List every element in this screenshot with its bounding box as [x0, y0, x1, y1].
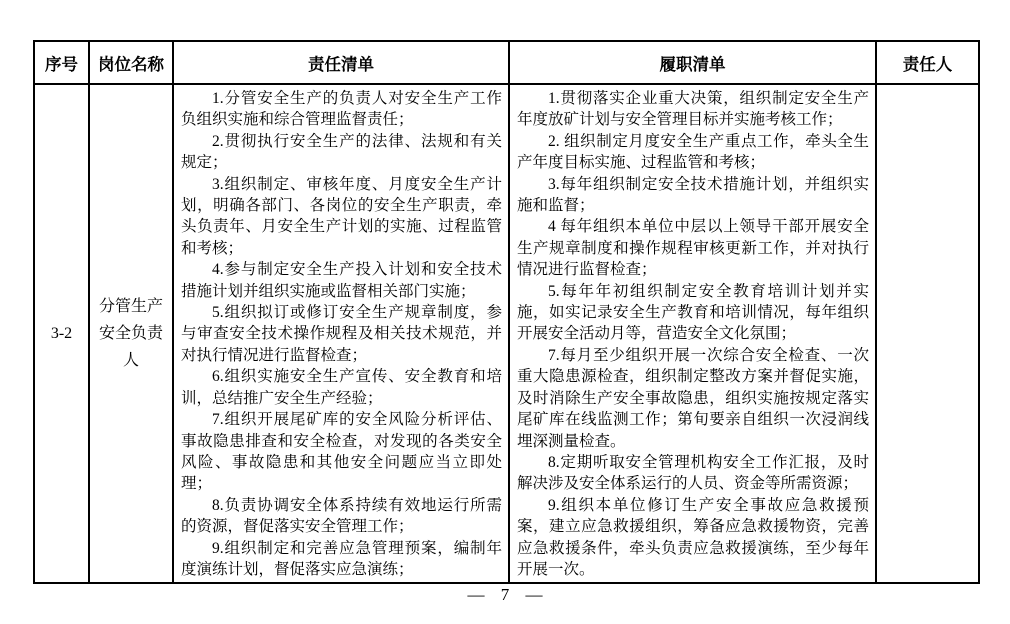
header-position-name: 岗位名称 — [89, 41, 173, 84]
table-row — [34, 84, 979, 583]
list-paragraph: 9.组织制定和完善应急管理预案，编制年度演练计划，督促落实应急演练； — [181, 539, 502, 578]
list-paragraph: 4.参与制定安全生产投入计划和安全技术措施计划并组织实施或监督相关部门实施； — [181, 261, 502, 300]
list-paragraph: 2. 组织制定月度安全生产重点工作，牵头全生产年度目标实施、过程监管和考核； — [517, 132, 869, 172]
list-paragraph: 1.贯彻落实企业重大决策，组织制定安全生产年度放矿计划与安全管理目标并实施考核工作； — [517, 90, 869, 129]
cell-serial-number: 3-2 — [34, 84, 89, 583]
cell-duty-list — [509, 84, 876, 583]
list-paragraph: 5.组织拟订或修订安全生产规章制度，参与审查安全技术操作规程及相关技术规范，并对执行情况进行监督检查； — [181, 304, 502, 364]
list-paragraph: 6.组织实施安全生产宣传、安全教育和培训，总结推广安全生产经验； — [181, 368, 502, 407]
header-responsibility-list: 责任清单 — [173, 41, 509, 84]
cell-responsible-person — [876, 84, 979, 583]
list-paragraph: 8.负责协调安全体系持续有效地运行所需的资源，督促落实安全管理工作； — [181, 496, 502, 536]
list-paragraph: 7.组织开展尾矿库的安全风险分析评估、事故隐患排查和安全检查，对发现的各类安全风险、事故隐患和其他安全问题应当立即处理； — [181, 411, 502, 493]
cell-position-name: 分管生产安全负责人 — [89, 84, 173, 583]
cell-responsibility-list — [173, 84, 509, 583]
list-paragraph: 2.贯彻执行安全生产的法律、法规和有关规定； — [181, 132, 502, 172]
list-paragraph: 4 每年组织本单位中层以上领导干部开展安全生产规章制度和操作规程审核更新工作，并对执行情况进行监督检查； — [517, 218, 869, 279]
list-paragraph: 1.分管安全生产的负责人对安全生产工作负组织实施和综合管理监督责任； — [181, 90, 502, 129]
list-paragraph: 9.组织本单位修订生产安全事故应急救援预案，建立应急救援组织，筹备应急救援物资，完善应急救援条件，牵头负责应急救援演练，至少每年开展一次。 — [517, 496, 869, 578]
list-paragraph: 3.每年组织制定安全技术措施计划，并组织实施和监督； — [517, 175, 869, 215]
page-number: — 7 — — [467, 585, 543, 604]
header-duty-list: 履职清单 — [509, 41, 876, 84]
list-paragraph: 8.定期听取安全管理机构安全工作汇报，及时解决涉及安全体系运行的人员、资金等所需资源； — [517, 453, 869, 493]
list-paragraph: 7.每月至少组织开展一次综合安全检查、一次重大隐患源检查，组织制定整改方案并督促实施，及时消除生产安全事故隐患，组织实施按规定落实尾矿库在线监测工作；第旬要亲自组织一次浸润线埋深测量检查。 — [517, 346, 869, 450]
list-paragraph: 3.组织制定、审核年度、月度安全生产计划，明确各部门、各岗位的安全生产职责，牵头负责年、月安全生产计划的实施、过程监管和考核； — [181, 175, 502, 257]
header-responsible-person: 责任人 — [876, 41, 979, 84]
duty-table — [33, 40, 980, 584]
header-serial-number: 序号 — [34, 41, 89, 84]
list-paragraph: 5.每年年初组织制定安全教育培训计划并实施，如实记录安全生产教育和培训情况，每年组织开展安全活动月等，营造安全文化氛围； — [517, 282, 869, 343]
header-row — [34, 41, 979, 84]
